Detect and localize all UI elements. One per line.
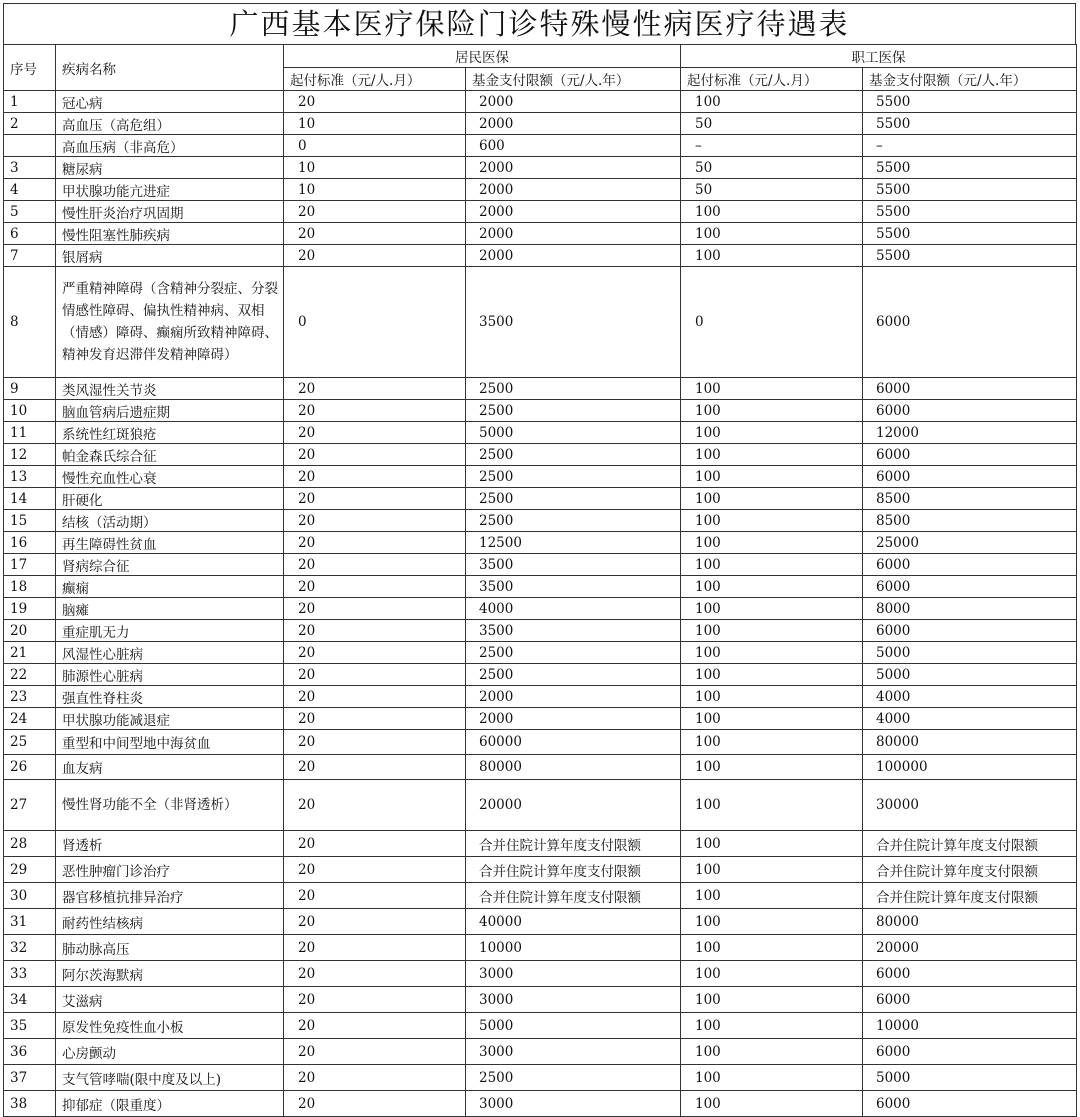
resident-deductible: 20 (284, 466, 466, 488)
employee-deductible: 100 (681, 730, 863, 755)
disease-name: 阿尔茨海默病 (56, 961, 284, 987)
resident-limit: 20000 (466, 780, 681, 831)
resident-deductible: 20 (284, 1013, 466, 1039)
row-number: 3 (4, 157, 56, 179)
table-row (4, 400, 1077, 422)
row-number: 4 (4, 179, 56, 201)
employee-deductible: 100 (681, 831, 863, 857)
resident-limit: 2000 (466, 179, 681, 201)
resident-limit: 3500 (466, 620, 681, 642)
table-row (4, 378, 1077, 400)
employee-limit: 合并住院计算年度支付限额 (863, 857, 1077, 883)
employee-deductible: 100 (681, 935, 863, 961)
disease-name: 严重精神障碍（含精神分裂症、分裂情感性障碍、偏执性精神病、双相（情感）障碍、癫痫所致精神障碍、精神发育迟滞伴发精神障碍） (56, 267, 284, 378)
row-number: 30 (4, 883, 56, 909)
employee-limit: 5500 (863, 223, 1077, 245)
benefit-table (3, 44, 1077, 1117)
employee-limit: 6000 (863, 987, 1077, 1013)
disease-name: 抑郁症（限重度） (56, 1091, 284, 1117)
resident-limit: 12500 (466, 532, 681, 554)
disease-name: 甲状腺功能亢进症 (56, 179, 284, 201)
resident-limit: 2000 (466, 91, 681, 113)
employee-limit: 6000 (863, 1091, 1077, 1117)
employee-limit: 合并住院计算年度支付限额 (863, 831, 1077, 857)
resident-deductible: 20 (284, 201, 466, 223)
employee-limit: 100000 (863, 755, 1077, 780)
resident-deductible: 20 (284, 620, 466, 642)
row-number: 19 (4, 598, 56, 620)
employee-limit: 6000 (863, 378, 1077, 400)
disease-name: 慢性阻塞性肺疾病 (56, 223, 284, 245)
table-row (4, 961, 1077, 987)
employee-limit: 5000 (863, 664, 1077, 686)
employee-limit: 20000 (863, 935, 1077, 961)
table-row (4, 554, 1077, 576)
employee-limit: 6000 (863, 576, 1077, 598)
employee-deductible: 100 (681, 1065, 863, 1091)
disease-name: 高血压（高危组） (56, 113, 284, 135)
resident-limit: 10000 (466, 935, 681, 961)
employee-deductible: 100 (681, 400, 863, 422)
employee-deductible: 100 (681, 223, 863, 245)
resident-deductible: 20 (284, 780, 466, 831)
row-number: 6 (4, 223, 56, 245)
row-number: 32 (4, 935, 56, 961)
header-row-1 (4, 45, 1077, 68)
disease-name: 重型和中间型地中海贫血 (56, 730, 284, 755)
employee-limit: 5500 (863, 179, 1077, 201)
resident-limit: 2000 (466, 223, 681, 245)
resident-deductible: 20 (284, 708, 466, 730)
employee-deductible: 100 (681, 883, 863, 909)
row-number: 8 (4, 267, 56, 378)
resident-limit: 2500 (466, 466, 681, 488)
employee-limit: 80000 (863, 909, 1077, 935)
resident-limit: 2000 (466, 245, 681, 267)
row-number: 27 (4, 780, 56, 831)
resident-deductible: 20 (284, 935, 466, 961)
employee-limit: 6000 (863, 961, 1077, 987)
table-row (4, 686, 1077, 708)
disease-name: 恶性肿瘤门诊治疗 (56, 857, 284, 883)
employee-limit: 10000 (863, 1013, 1077, 1039)
employee-deductible: 100 (681, 961, 863, 987)
row-number: 5 (4, 201, 56, 223)
resident-deductible: 20 (284, 223, 466, 245)
employee-deductible: 100 (681, 987, 863, 1013)
employee-limit: – (863, 135, 1077, 157)
page-title: 广西基本医疗保险门诊特殊慢性病医疗待遇表 (3, 3, 1076, 44)
row-number: 37 (4, 1065, 56, 1091)
resident-deductible: 20 (284, 686, 466, 708)
table-row (4, 223, 1077, 245)
disease-name: 癫痫 (56, 576, 284, 598)
employee-deductible: 100 (681, 664, 863, 686)
employee-deductible: 100 (681, 422, 863, 444)
table-row (4, 620, 1077, 642)
resident-deductible: 20 (284, 378, 466, 400)
employee-limit: 6000 (863, 554, 1077, 576)
resident-deductible: 10 (284, 179, 466, 201)
table-row (4, 179, 1077, 201)
resident-limit: 2000 (466, 201, 681, 223)
row-number: 11 (4, 422, 56, 444)
employee-deductible: 50 (681, 179, 863, 201)
resident-deductible: 10 (284, 157, 466, 179)
table-row (4, 780, 1077, 831)
header-employee: 职工医保 (681, 45, 1077, 68)
employee-deductible: 100 (681, 1039, 863, 1065)
employee-limit: 6000 (863, 1039, 1077, 1065)
employee-deductible: 100 (681, 857, 863, 883)
row-number: 29 (4, 857, 56, 883)
row-number: 34 (4, 987, 56, 1013)
table-row (4, 444, 1077, 466)
resident-limit: 4000 (466, 598, 681, 620)
table-row (4, 1013, 1077, 1039)
employee-limit: 6000 (863, 620, 1077, 642)
disease-name: 结核（活动期） (56, 510, 284, 532)
employee-deductible: 100 (681, 708, 863, 730)
employee-deductible: 0 (681, 267, 863, 378)
employee-limit: 25000 (863, 532, 1077, 554)
disease-name: 甲状腺功能减退症 (56, 708, 284, 730)
employee-deductible: 100 (681, 620, 863, 642)
disease-name: 慢性肝炎治疗巩固期 (56, 201, 284, 223)
disease-name: 肝硬化 (56, 488, 284, 510)
resident-deductible: 20 (284, 400, 466, 422)
disease-name: 脑血管病后遗症期 (56, 400, 284, 422)
resident-limit: 600 (466, 135, 681, 157)
resident-deductible: 20 (284, 1091, 466, 1117)
row-number: 12 (4, 444, 56, 466)
table-row (4, 532, 1077, 554)
disease-name: 血友病 (56, 755, 284, 780)
disease-name: 再生障碍性贫血 (56, 532, 284, 554)
table-row (4, 157, 1077, 179)
table-row (4, 201, 1077, 223)
employee-limit: 5000 (863, 642, 1077, 664)
resident-deductible: 20 (284, 91, 466, 113)
employee-deductible: 100 (681, 576, 863, 598)
resident-deductible: 20 (284, 510, 466, 532)
employee-deductible: 100 (681, 1091, 863, 1117)
table-row (4, 91, 1077, 113)
disease-name: 帕金森氏综合征 (56, 444, 284, 466)
disease-name: 糖尿病 (56, 157, 284, 179)
resident-limit: 2500 (466, 1065, 681, 1091)
header-resident-deductible: 起付标准（元/人.月） (284, 68, 466, 91)
resident-deductible: 20 (284, 554, 466, 576)
disease-name: 原发性免疫性血小板 (56, 1013, 284, 1039)
employee-limit: 80000 (863, 730, 1077, 755)
employee-limit: 6000 (863, 466, 1077, 488)
table-row (4, 466, 1077, 488)
employee-deductible: 100 (681, 510, 863, 532)
resident-limit: 2500 (466, 378, 681, 400)
table-row (4, 831, 1077, 857)
employee-limit: 30000 (863, 780, 1077, 831)
header-resident-limit: 基金支付限额（元/人.年） (466, 68, 681, 91)
employee-limit: 合并住院计算年度支付限额 (863, 883, 1077, 909)
employee-limit: 6000 (863, 267, 1077, 378)
header-resident: 居民医保 (284, 45, 681, 68)
employee-deductible: 100 (681, 201, 863, 223)
resident-limit: 5000 (466, 1013, 681, 1039)
employee-limit: 8000 (863, 598, 1077, 620)
resident-deductible: 10 (284, 113, 466, 135)
disease-name: 艾滋病 (56, 987, 284, 1013)
resident-deductible: 20 (284, 532, 466, 554)
resident-limit: 2000 (466, 708, 681, 730)
table-body (4, 91, 1077, 1117)
resident-deductible: 20 (284, 755, 466, 780)
resident-limit: 5000 (466, 422, 681, 444)
table-row (4, 1039, 1077, 1065)
resident-deductible: 20 (284, 987, 466, 1013)
resident-limit: 2500 (466, 642, 681, 664)
row-number: 18 (4, 576, 56, 598)
disease-name: 支气管哮喘(限中度及以上) (56, 1065, 284, 1091)
resident-limit: 2500 (466, 510, 681, 532)
resident-deductible: 20 (284, 444, 466, 466)
resident-deductible: 0 (284, 135, 466, 157)
employee-deductible: 100 (681, 909, 863, 935)
table-row (4, 1065, 1077, 1091)
table-row (4, 422, 1077, 444)
row-number: 2 (4, 113, 56, 135)
resident-deductible: 20 (284, 598, 466, 620)
row-number: 14 (4, 488, 56, 510)
table-row (4, 664, 1077, 686)
disease-name: 冠心病 (56, 91, 284, 113)
resident-limit: 2500 (466, 400, 681, 422)
disease-name: 肺源性心脏病 (56, 664, 284, 686)
disease-name: 风湿性心脏病 (56, 642, 284, 664)
table-row (4, 730, 1077, 755)
disease-name: 高血压病（非高危） (56, 135, 284, 157)
employee-deductible: 100 (681, 444, 863, 466)
table-row (4, 113, 1077, 135)
table-row (4, 245, 1077, 267)
resident-deductible: 20 (284, 1065, 466, 1091)
header-employee-deductible: 起付标准（元/人.月） (681, 68, 863, 91)
disease-name: 脑瘫 (56, 598, 284, 620)
row-number: 1 (4, 91, 56, 113)
employee-limit: 6000 (863, 444, 1077, 466)
row-number: 24 (4, 708, 56, 730)
employee-deductible: 50 (681, 113, 863, 135)
row-number: 16 (4, 532, 56, 554)
table-row (4, 642, 1077, 664)
employee-limit: 5500 (863, 201, 1077, 223)
resident-limit: 合并住院计算年度支付限额 (466, 883, 681, 909)
resident-limit: 2000 (466, 113, 681, 135)
row-number: 28 (4, 831, 56, 857)
disease-name: 肾病综合征 (56, 554, 284, 576)
row-number: 36 (4, 1039, 56, 1065)
resident-deductible: 20 (284, 576, 466, 598)
row-number: 9 (4, 378, 56, 400)
row-number: 21 (4, 642, 56, 664)
row-number: 22 (4, 664, 56, 686)
resident-deductible: 0 (284, 267, 466, 378)
row-number: 26 (4, 755, 56, 780)
disease-name: 肾透析 (56, 831, 284, 857)
resident-limit: 60000 (466, 730, 681, 755)
table-row (4, 598, 1077, 620)
employee-deductible: 100 (681, 554, 863, 576)
employee-deductible: 100 (681, 780, 863, 831)
employee-deductible: 100 (681, 686, 863, 708)
disease-name: 慢性肾功能不全（非肾透析） (56, 780, 284, 831)
employee-limit: 5500 (863, 157, 1077, 179)
resident-deductible: 20 (284, 422, 466, 444)
resident-limit: 2500 (466, 664, 681, 686)
disease-name: 银屑病 (56, 245, 284, 267)
disease-name: 心房颤动 (56, 1039, 284, 1065)
employee-deductible: 100 (681, 598, 863, 620)
disease-name: 慢性充血性心衰 (56, 466, 284, 488)
resident-limit: 2000 (466, 686, 681, 708)
resident-deductible: 20 (284, 857, 466, 883)
resident-limit: 3500 (466, 576, 681, 598)
row-number: 38 (4, 1091, 56, 1117)
disease-name: 重症肌无力 (56, 620, 284, 642)
row-number: 15 (4, 510, 56, 532)
employee-limit: 6000 (863, 400, 1077, 422)
table-row (4, 935, 1077, 961)
row-number: 13 (4, 466, 56, 488)
row-number (4, 135, 56, 157)
employee-deductible: 100 (681, 245, 863, 267)
row-number: 31 (4, 909, 56, 935)
resident-deductible: 20 (284, 245, 466, 267)
document (3, 3, 1076, 1117)
employee-limit: 12000 (863, 422, 1077, 444)
row-number: 33 (4, 961, 56, 987)
resident-limit: 2500 (466, 488, 681, 510)
resident-limit: 40000 (466, 909, 681, 935)
disease-name: 肺动脉高压 (56, 935, 284, 961)
employee-deductible: – (681, 135, 863, 157)
row-number: 23 (4, 686, 56, 708)
resident-deductible: 20 (284, 961, 466, 987)
row-number: 25 (4, 730, 56, 755)
employee-limit: 8500 (863, 510, 1077, 532)
resident-limit: 80000 (466, 755, 681, 780)
employee-deductible: 50 (681, 157, 863, 179)
resident-deductible: 20 (284, 488, 466, 510)
resident-limit: 3500 (466, 267, 681, 378)
table-row (4, 267, 1077, 378)
disease-name: 类风湿性关节炎 (56, 378, 284, 400)
employee-limit: 4000 (863, 686, 1077, 708)
table-row (4, 488, 1077, 510)
employee-limit: 5500 (863, 113, 1077, 135)
disease-name: 强直性脊柱炎 (56, 686, 284, 708)
employee-deductible: 100 (681, 532, 863, 554)
row-number: 20 (4, 620, 56, 642)
disease-name: 系统性红斑狼疮 (56, 422, 284, 444)
employee-deductible: 100 (681, 488, 863, 510)
employee-limit: 5000 (863, 1065, 1077, 1091)
resident-deductible: 20 (284, 883, 466, 909)
resident-deductible: 20 (284, 1039, 466, 1065)
employee-limit: 8500 (863, 488, 1077, 510)
resident-limit: 3500 (466, 554, 681, 576)
table-row (4, 708, 1077, 730)
table-row (4, 857, 1077, 883)
table-row (4, 909, 1077, 935)
employee-deductible: 100 (681, 466, 863, 488)
resident-limit: 3000 (466, 1039, 681, 1065)
table-row (4, 576, 1077, 598)
table-row (4, 1091, 1077, 1117)
resident-deductible: 20 (284, 730, 466, 755)
disease-name: 耐药性结核病 (56, 909, 284, 935)
table-row (4, 987, 1077, 1013)
employee-limit: 5500 (863, 91, 1077, 113)
resident-limit: 3000 (466, 1091, 681, 1117)
resident-limit: 2500 (466, 444, 681, 466)
table-row (4, 755, 1077, 780)
row-number: 35 (4, 1013, 56, 1039)
resident-deductible: 20 (284, 909, 466, 935)
employee-deductible: 100 (681, 755, 863, 780)
resident-deductible: 20 (284, 664, 466, 686)
employee-deductible: 100 (681, 91, 863, 113)
employee-deductible: 100 (681, 1013, 863, 1039)
employee-deductible: 100 (681, 642, 863, 664)
employee-limit: 4000 (863, 708, 1077, 730)
table-row (4, 135, 1077, 157)
row-number: 7 (4, 245, 56, 267)
resident-limit: 合并住院计算年度支付限额 (466, 831, 681, 857)
employee-limit: 5500 (863, 245, 1077, 267)
resident-deductible: 20 (284, 642, 466, 664)
disease-name: 器官移植抗排异治疗 (56, 883, 284, 909)
resident-limit: 2000 (466, 157, 681, 179)
resident-deductible: 20 (284, 831, 466, 857)
row-number: 17 (4, 554, 56, 576)
header-employee-limit: 基金支付限额（元/人.年） (863, 68, 1077, 91)
resident-limit: 合并住院计算年度支付限额 (466, 857, 681, 883)
table-row (4, 883, 1077, 909)
employee-deductible: 100 (681, 378, 863, 400)
resident-limit: 3000 (466, 987, 681, 1013)
resident-limit: 3000 (466, 961, 681, 987)
row-number: 10 (4, 400, 56, 422)
header-seq: 序号 (4, 45, 56, 91)
table-row (4, 510, 1077, 532)
header-disease: 疾病名称 (56, 45, 284, 91)
